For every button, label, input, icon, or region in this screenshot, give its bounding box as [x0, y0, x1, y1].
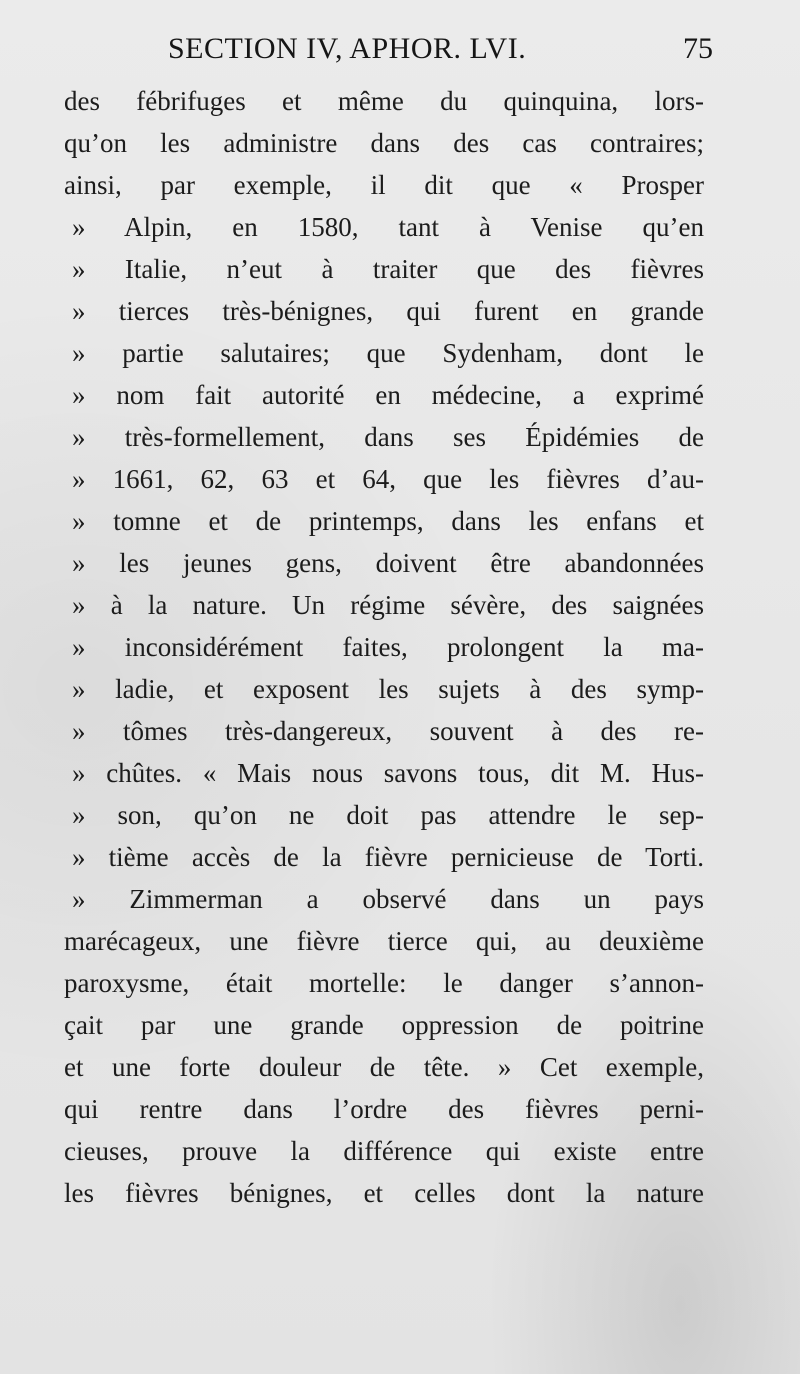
text-line: » tième accès de la fièvre pernicieuse de Torti. — [72, 842, 704, 872]
page-header — [168, 32, 713, 72]
text-line: des fébrifuges et même du quinquina, lors- — [64, 86, 704, 116]
text-line: » Italie, n’eut à traiter que des fièvres — [72, 254, 704, 284]
text-line: » tomne et de printemps, dans les enfans et — [72, 506, 704, 536]
running-title: SECTION IV, APHOR. LVI. — [168, 32, 527, 65]
text-line: » à la nature. Un régime sévère, des saignées — [72, 590, 704, 620]
text-line: et une forte douleur de tête. » Cet exemple, — [64, 1052, 704, 1082]
text-line: qui rentre dans l’ordre des fièvres perni- — [64, 1094, 704, 1124]
text-line: » chûtes. « Mais nous savons tous, dit M. Hus- — [72, 758, 704, 788]
text-line: » les jeunes gens, doivent être abandonnées — [72, 548, 704, 578]
page-number: 75 — [683, 32, 713, 65]
text-line: les fièvres bénignes, et celles dont la nature — [64, 1178, 704, 1208]
text-line: çait par une grande oppression de poitrine — [64, 1010, 704, 1040]
text-line: » tierces très-bénignes, qui furent en grande — [72, 296, 704, 326]
text-line: qu’on les administre dans des cas contraires; — [64, 128, 704, 158]
text-line: » nom fait autorité en médecine, a exprimé — [72, 380, 704, 410]
text-line: » tômes très-dangereux, souvent à des re- — [72, 716, 704, 746]
text-line: paroxysme, était mortelle: le danger s’annon- — [64, 968, 704, 998]
text-line: cieuses, prouve la différence qui existe entre — [64, 1136, 704, 1166]
text-line: ainsi, par exemple, il dit que « Prosper — [64, 170, 704, 200]
text-line: » 1661, 62, 63 et 64, que les fièvres d’au- — [72, 464, 704, 494]
text-line: » très-formellement, dans ses Épidémies de — [72, 422, 704, 452]
text-line: » Zimmerman a observé dans un pays — [72, 884, 704, 914]
text-line: » partie salutaires; que Sydenham, dont le — [72, 338, 704, 368]
body-text — [64, 80, 704, 1214]
text-line: » ladie, et exposent les sujets à des symp- — [72, 674, 704, 704]
text-line: » Alpin, en 1580, tant à Venise qu’en — [72, 212, 704, 242]
text-line: » son, qu’on ne doit pas attendre le sep- — [72, 800, 704, 830]
text-line: » inconsidérément faites, prolongent la ma- — [72, 632, 704, 662]
text-line: marécageux, une fièvre tierce qui, au deuxième — [64, 926, 704, 956]
